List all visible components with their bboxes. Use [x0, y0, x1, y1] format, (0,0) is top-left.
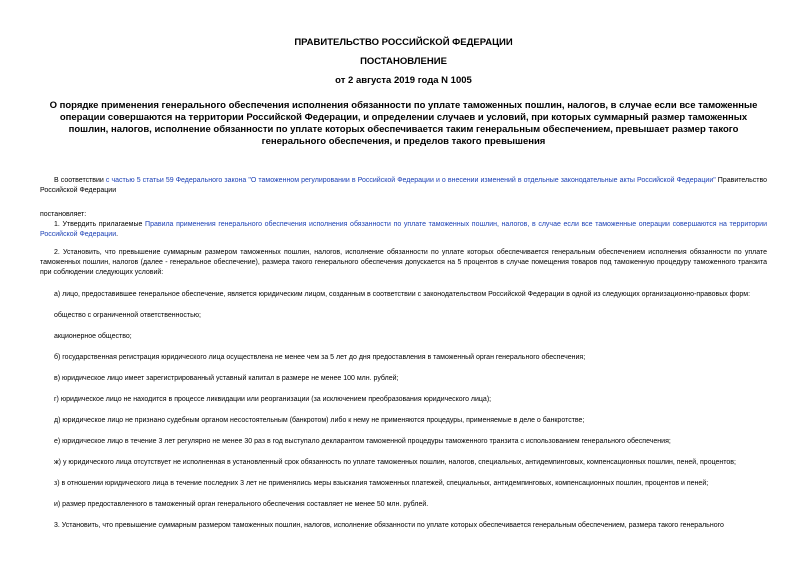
condition-zh: ж) у юридического лица отсутствует не исполненная в установленный срок обязанность по уплате таможенных пошлин, налогов, специальных, антидемпинговых, компенсационных пошлин, пеней, процентов; [54, 459, 736, 466]
item-2-paragraph: 2. Установить, что превышение суммарным размером таможенных пошлин, налогов, исполнение обязанности по уплате которых обеспечивается генеральным обеспечением исполнения обязанности по уплате таможенных пошлин, налогов (далее - генеральное обеспечение), размера такого генерального обеспечения допускается на 5 процентов в случае помещения товаров под таможенную процедуру таможенного транзита при соблюдении следующих условий: [40, 249, 767, 276]
federal-law-link[interactable]: с частью 5 статьи 59 Федерального закона "О таможенном регулировании в Российской Федерации и о внесении изменений в отдельные законодательные акты Российской Федерации" [105, 177, 716, 184]
condition-d: д) юридическое лицо не признано судебным органом несостоятельным (банкротом) либо к нему не применяются процедуры, применяемые в деле о банкротстве; [54, 417, 585, 424]
government-heading: ПРАВИТЕЛЬСТВО РОССИЙСКОЙ ФЕДЕРАЦИИ [294, 37, 513, 48]
preamble-paragraph [40, 176, 767, 196]
condition-v: в) юридическое лицо имеет зарегистрированный уставный капитал в размере не менее 100 млн. рублей; [54, 375, 399, 382]
rules-link[interactable]: Правила применения генерального обеспечения исполнения обязанности по уплате таможенных пошлин, налогов, в случае если все таможенные операции совершаются на территории Российской Федерации [40, 221, 767, 238]
condition-jsc: акционерное общество; [54, 333, 132, 340]
preamble-before: В соответствии [54, 177, 106, 184]
condition-llc: общество с ограниченной ответственностью; [54, 312, 201, 319]
condition-i: и) размер предоставленного в таможенный орган генерального обеспечения составляет не менее 50 млн. рублей. [54, 501, 429, 508]
condition-g: г) юридическое лицо не находится в процессе ликвидации или реорганизации (за исключением преобразования юридического лица); [54, 396, 492, 403]
condition-a: а) лицо, предоставившее генеральное обеспечение, является юридическим лицом, созданным в соответствии с законодательством Российской Федерации в одной из следующих организационно-правовых форм: [54, 291, 751, 298]
item-1-after: . [116, 231, 119, 238]
condition-e: е) юридическое лицо в течение 3 лет регулярно не менее 30 раз в год выступало декларантом таможенной процедуры таможенного транзита с использованием генерального обеспечения; [54, 438, 671, 445]
item-1-paragraph [40, 220, 767, 240]
condition-z: з) в отношении юридического лица в течение последних 3 лет не применялись меры взыскания таможенных платежей, специальных, антидемпинговых, компенсационных пошлин, процентов и пеней; [54, 480, 709, 487]
item-1-before: 1. Утвердить прилагаемые [54, 221, 146, 228]
preamble-after: Правительство Российской Федерации [40, 177, 767, 194]
document-title: О порядке применения генерального обеспечения исполнения обязанности по уплате таможенных пошлин, налогов, в случае если все таможенные операции совершаются на территории Российской Федерации, и определении случаев и условий, при которых суммарный размер таможенных пошлин, налогов, исполнение обязанности по уплате которых обеспечивается таким генеральным обеспечением, превышает размер такого генерального обеспечения, и пределов такого превышения [49, 100, 758, 147]
document-type-heading: ПОСТАНОВЛЕНИЕ [360, 56, 447, 67]
decree-word: постановляет: [40, 211, 87, 218]
date-number-heading: от 2 августа 2019 года N 1005 [335, 75, 472, 86]
item-3-paragraph: 3. Установить, что превышение суммарным размером таможенных пошлин, налогов, исполнение обязанности по уплате которых обеспечивается генеральным обеспечением, размера такого генерального [54, 522, 724, 529]
condition-b: б) государственная регистрация юридического лица осуществлена не менее чем за 5 лет до дня предоставления в таможенный орган генерального обеспечения; [54, 354, 586, 361]
